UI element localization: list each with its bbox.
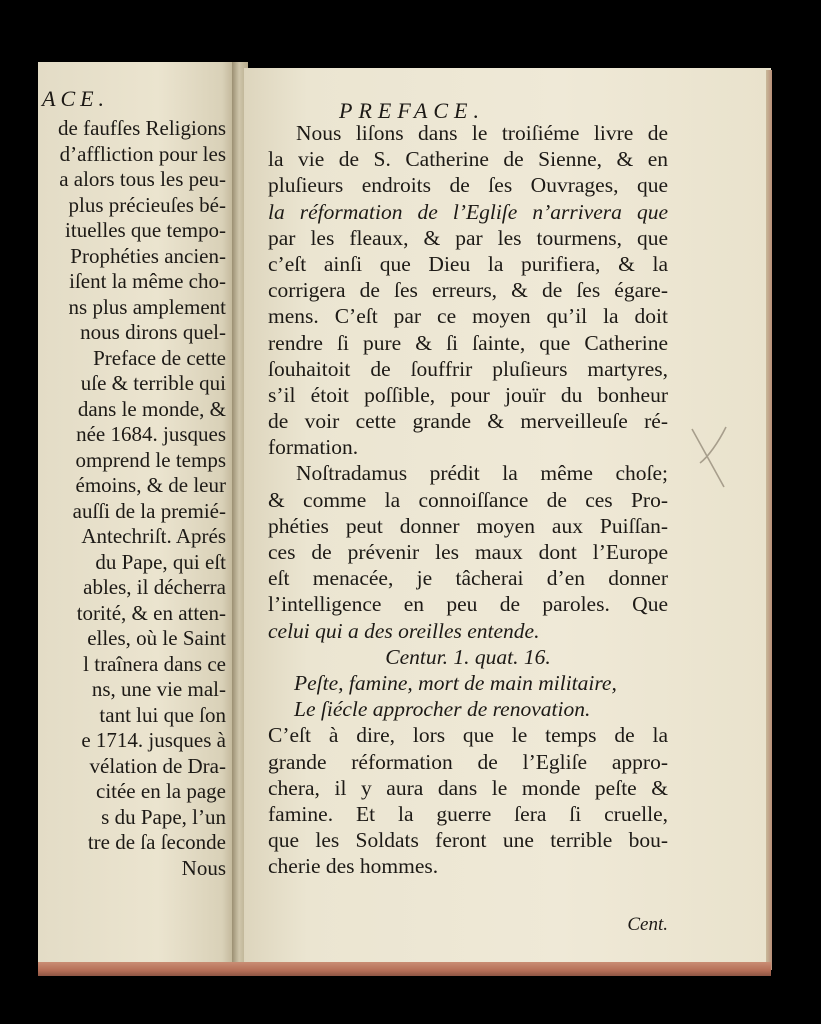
left-text-line: e 1714. jusques à — [81, 728, 226, 752]
body-text-line: phéties peut donner moyen aux Puiſſan- — [268, 513, 668, 538]
left-text-line: Antechriſt. Aprés — [81, 524, 226, 548]
catchword: Cent. — [627, 914, 668, 935]
left-text-line: citée en la page — [96, 779, 226, 803]
body-text-line: formation. — [268, 435, 359, 460]
left-text-line: ns plus amplement — [68, 294, 226, 319]
body-text-line: famine. Et la guerre ſera ſi cruelle, — [268, 801, 668, 826]
left-text-line: dans le monde, & — [77, 396, 226, 421]
left-text-line: omprend le temps — [75, 447, 226, 472]
body-text-line: grande réformation de l’Egliſe appro- — [268, 749, 668, 774]
left-text-line: s du Pape, l’un — [101, 804, 226, 829]
right-page-text — [268, 120, 668, 879]
left-text-line: uſe & terrible qui — [80, 371, 226, 395]
left-text-line: nous dirons quel- — [80, 320, 226, 344]
left-text-line: Nous — [181, 855, 226, 880]
body-text-line: s’il étoit poſſible, pour jouïr du bonheur — [268, 382, 668, 407]
body-text-line: corrigera de ſes erreurs, & de ſes égare- — [268, 278, 668, 303]
left-page — [38, 62, 238, 970]
left-text-line: iſent la même cho- — [69, 269, 226, 293]
body-text-line: rendre ſi pure & ſi ſainte, que Catherine — [268, 330, 668, 355]
body-text-line: Noſtradamus prédit la même choſe; — [296, 461, 668, 486]
left-text-line: de faufſes Religions — [58, 116, 226, 140]
left-text-line: tre de ſa ſeconde — [87, 830, 226, 854]
page-edge-bottom — [38, 962, 771, 976]
left-text-line: a alors tous les peu- — [59, 167, 226, 191]
body-text-line: ces de prévenir les maux dont l’Europe — [268, 540, 668, 564]
right-running-head: PREFACE. — [339, 98, 485, 123]
right-page — [244, 68, 771, 970]
left-text-line: d’affliction pour les — [59, 141, 226, 166]
body-text-line: mens. C’eſt par ce moyen qu’il la doit — [268, 304, 668, 329]
left-text-line: ables, il décherra — [83, 575, 226, 599]
body-text-line: l’intelligence en peu de paroles. Que — [268, 592, 668, 617]
left-text-line: Preface de cette — [93, 345, 226, 370]
body-text-line: cherie des hommes. — [268, 854, 439, 879]
left-text-line: du Pape, qui eſt — [95, 549, 226, 574]
left-text-line: Prophéties ancien- — [70, 243, 226, 268]
body-text-line: la réformation de l’Egliſe n’arrivera que — [268, 199, 668, 224]
left-text-line: torité, & en atten- — [76, 600, 226, 625]
left-text-line: tant lui que ſon — [99, 702, 226, 727]
body-text-line: que les Soldats feront une terrible bou- — [268, 828, 668, 853]
body-text-line: de voir cette grande & merveilleuſe ré- — [268, 409, 668, 434]
body-text-line: ſouhaitoit de ſouffrir pluſieurs martyres, — [268, 356, 668, 381]
left-text-line: émoins, & de leur — [75, 473, 226, 497]
left-text-line: ns, une vie mal- — [91, 677, 226, 701]
left-text-line: née 1684. jusques — [76, 422, 226, 446]
body-text-line: Le ſiécle approcher de renovation. — [294, 697, 591, 722]
body-text-line: & comme la connoiſſance de ces Pro- — [268, 487, 668, 512]
left-running-head: ACE. — [42, 86, 110, 111]
body-text-line: pluſieurs endroits de ſes Ouvrages, que — [268, 173, 668, 198]
body-text-line: Peſte, famine, mort de main militaire, — [294, 670, 617, 695]
left-page-text — [38, 116, 226, 881]
body-text-line: celui qui a des oreilles entende. — [268, 618, 540, 643]
body-text-line: eſt menacée, je tâcherai d’en donner — [268, 566, 668, 591]
left-text-line: ituelles que tempo- — [65, 218, 226, 242]
page-edge-right — [766, 70, 772, 970]
body-text-line: c’eſt ainſi que Dieu la purifiera, & la — [268, 251, 668, 276]
left-text-line: auſſi de la premié- — [72, 498, 226, 523]
left-text-line: plus précieuſes bé- — [68, 192, 226, 217]
left-text-line: vélation de Dra- — [89, 753, 226, 778]
body-text-line: Centur. 1. quat. 16. — [385, 644, 551, 669]
left-text-line: l traînera dans ce — [83, 651, 226, 676]
body-text-line: C’eſt à dire, lors que le temps de la — [268, 723, 668, 748]
body-text-line: chera, il y aura dans le monde peſte & — [268, 775, 668, 800]
body-text-line: Nous liſons dans le troiſiéme livre de — [296, 121, 668, 145]
left-text-line: elles, où le Saint — [87, 626, 226, 650]
body-text-line: par les fleaux, & par les tourmens, que — [268, 225, 668, 250]
body-text-line: la vie de S. Catherine de Sienne, & en — [268, 147, 668, 172]
pencil-cross-mark — [678, 423, 738, 493]
